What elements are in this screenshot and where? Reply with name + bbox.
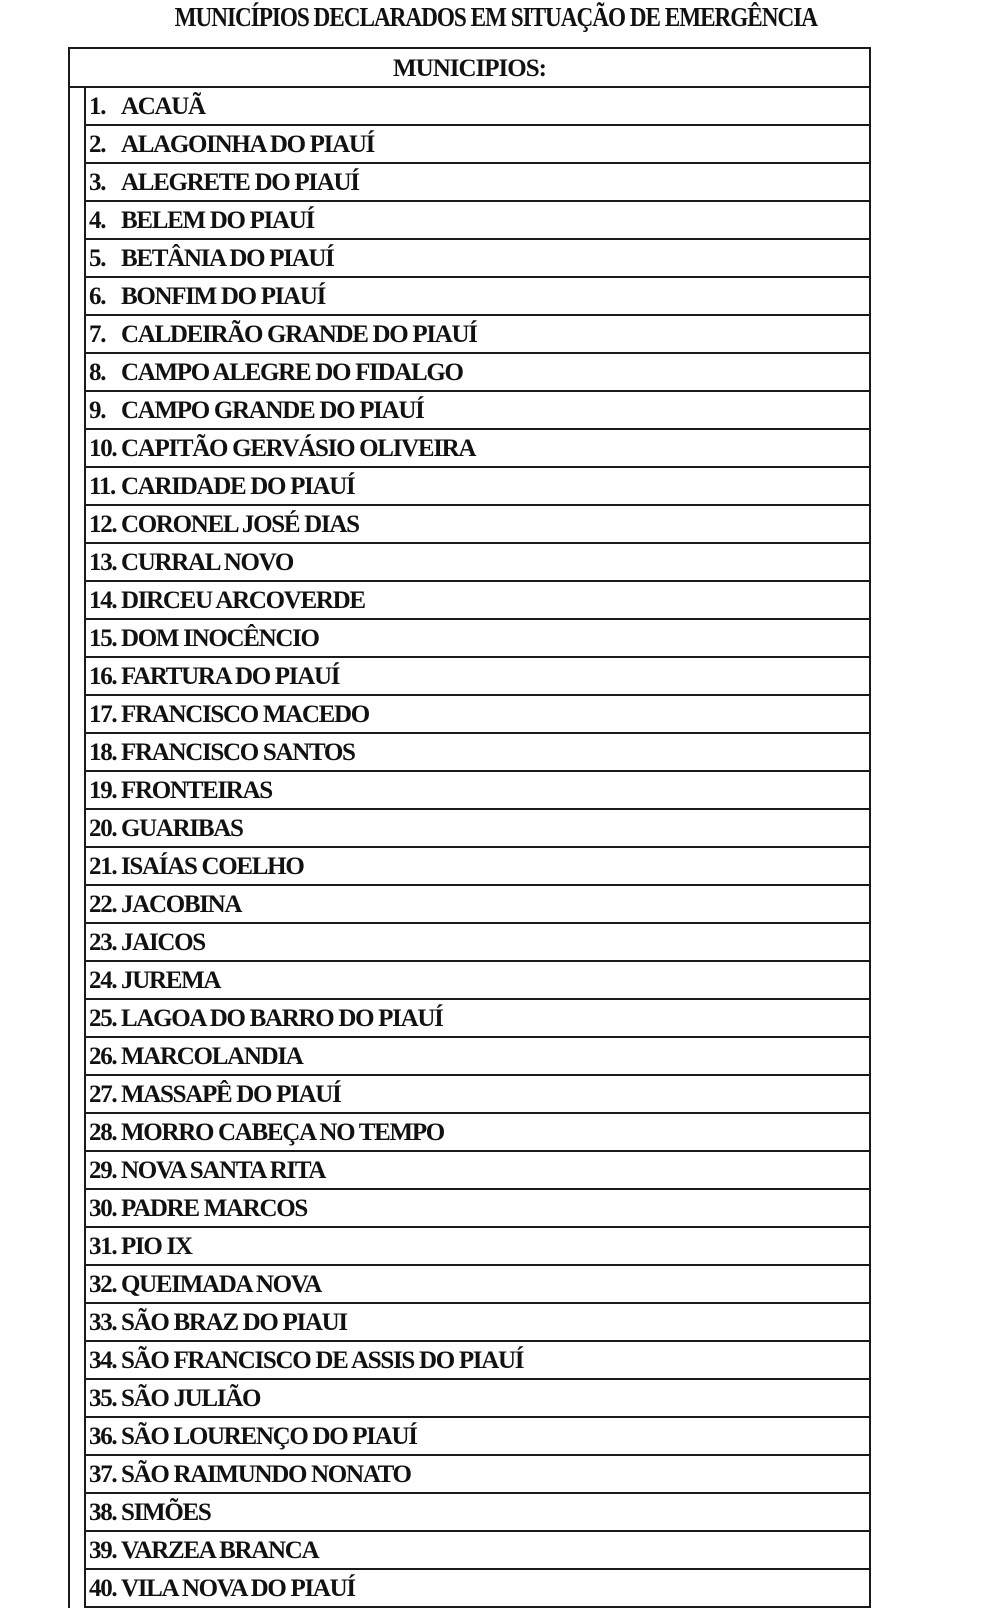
table-row	[86, 316, 869, 354]
municipality-name: DOM INOCÊNCIO	[121, 624, 319, 652]
municipality-name: GUARIBAS	[121, 814, 243, 842]
row-number: 26.	[89, 1042, 117, 1070]
row-number: 15.	[89, 624, 117, 652]
row-number: 21.	[89, 852, 117, 880]
table-row	[86, 886, 869, 924]
municipality-name: JAICOS	[121, 928, 205, 956]
table-row	[86, 88, 869, 126]
row-number: 39.	[89, 1536, 117, 1564]
row-number: 37.	[89, 1460, 117, 1488]
municipality-name: JACOBINA	[121, 890, 242, 918]
municipality-name: LAGOA DO BARRO DO PIAUÍ	[121, 1004, 443, 1032]
row-number: 38.	[89, 1498, 117, 1526]
municipality-name: QUEIMADA NOVA	[121, 1270, 322, 1298]
municipality-name: PIO IX	[121, 1232, 192, 1260]
municipality-name: FRONTEIRAS	[121, 776, 272, 804]
municipality-name: FRANCISCO MACEDO	[121, 700, 369, 728]
table-row	[86, 582, 869, 620]
municipalities-table	[68, 47, 871, 1608]
municipality-name: ACAUÃ	[121, 92, 205, 120]
row-number: 24.	[89, 966, 117, 994]
row-number: 14.	[89, 586, 117, 614]
municipality-name: CORONEL JOSÉ DIAS	[121, 510, 359, 538]
municipality-name: ALEGRETE DO PIAUÍ	[121, 168, 359, 196]
municipality-name: MORRO CABEÇA NO TEMPO	[121, 1118, 444, 1146]
table-row	[86, 1532, 869, 1570]
table-row	[86, 430, 869, 468]
row-number: 34.	[89, 1346, 117, 1374]
municipality-name: VARZEA BRANCA	[121, 1536, 319, 1564]
row-number: 4.	[89, 206, 106, 234]
municipality-name: SÃO LOURENÇO DO PIAUÍ	[121, 1422, 417, 1450]
municipality-name: BELEM DO PIAUÍ	[121, 206, 314, 234]
row-number: 11.	[89, 472, 115, 500]
table-row	[86, 240, 869, 278]
page-title: MUNICÍPIOS DECLARADOS EM SITUAÇÃO DE EMERGÊNCIA	[174, 2, 817, 32]
municipality-name: FARTURA DO PIAUÍ	[121, 662, 340, 690]
table-row	[86, 1152, 869, 1190]
row-number: 33.	[89, 1308, 117, 1336]
table-row	[86, 696, 869, 734]
row-number: 30.	[89, 1194, 117, 1222]
table-row	[86, 202, 869, 240]
row-number: 13.	[89, 548, 117, 576]
municipality-name: CAPITÃO GERVÁSIO OLIVEIRA	[121, 434, 476, 462]
row-number: 20.	[89, 814, 117, 842]
municipality-name: BETÂNIA DO PIAUÍ	[121, 244, 334, 272]
table-row	[86, 1304, 869, 1342]
municipality-name: CALDEIRÃO GRANDE DO PIAUÍ	[121, 320, 477, 348]
table-row	[86, 962, 869, 1000]
municipality-name: SÃO BRAZ DO PIAUI	[121, 1308, 347, 1336]
row-number: 23.	[89, 928, 117, 956]
row-number: 22.	[89, 890, 117, 918]
row-number: 5.	[89, 244, 106, 272]
row-number: 12.	[89, 510, 117, 538]
table-row	[86, 1228, 869, 1266]
municipality-name: SIMÕES	[121, 1498, 211, 1526]
row-number: 36.	[89, 1422, 117, 1450]
row-number: 18.	[89, 738, 117, 766]
table-row	[86, 810, 869, 848]
table-row	[86, 126, 869, 164]
table-row	[86, 848, 869, 886]
row-number: 1.	[89, 92, 106, 120]
table-row	[86, 1266, 869, 1304]
row-number: 19.	[89, 776, 117, 804]
table-row	[86, 1076, 869, 1114]
row-number: 6.	[89, 282, 106, 310]
table-header: MUNICIPIOS:	[70, 49, 869, 88]
row-number: 10.	[89, 434, 117, 462]
table-body	[84, 88, 869, 1608]
municipality-name: MASSAPÊ DO PIAUÍ	[121, 1080, 341, 1108]
municipality-name: PADRE MARCOS	[121, 1194, 308, 1222]
row-number: 31.	[89, 1232, 117, 1260]
row-number: 40.	[89, 1574, 117, 1602]
municipality-name: ISAÍAS COELHO	[121, 852, 304, 880]
table-row	[86, 164, 869, 202]
row-number: 16.	[89, 662, 117, 690]
table-row	[86, 1114, 869, 1152]
municipality-name: CAMPO GRANDE DO PIAUÍ	[121, 396, 424, 424]
table-row	[86, 1380, 869, 1418]
table-row	[86, 1570, 869, 1608]
municipality-name: CAMPO ALEGRE DO FIDALGO	[121, 358, 463, 386]
table-row	[86, 506, 869, 544]
table-row	[86, 1038, 869, 1076]
municipality-name: VILA NOVA DO PIAUÍ	[121, 1574, 355, 1602]
row-number: 28.	[89, 1118, 117, 1146]
table-row	[86, 924, 869, 962]
municipality-name: BONFIM DO PIAUÍ	[121, 282, 326, 310]
table-row	[86, 392, 869, 430]
row-number: 2.	[89, 130, 106, 158]
table-row	[86, 620, 869, 658]
table-row	[86, 1418, 869, 1456]
table-row	[86, 658, 869, 696]
table-row	[86, 1456, 869, 1494]
row-number: 27.	[89, 1080, 117, 1108]
row-number: 9.	[89, 396, 106, 424]
municipality-name: JUREMA	[121, 966, 221, 994]
municipality-name: NOVA SANTA RITA	[121, 1156, 326, 1184]
table-row	[86, 468, 869, 506]
municipality-name: DIRCEU ARCOVERDE	[121, 586, 365, 614]
table-row	[86, 1190, 869, 1228]
table-row	[86, 1000, 869, 1038]
row-number: 32.	[89, 1270, 117, 1298]
municipality-name: CARIDADE DO PIAUÍ	[121, 472, 355, 500]
row-number: 8.	[89, 358, 106, 386]
municipality-name: SÃO FRANCISCO DE ASSIS DO PIAUÍ	[121, 1346, 524, 1374]
row-number: 29.	[89, 1156, 117, 1184]
table-row	[86, 544, 869, 582]
municipality-name: ALAGOINHA DO PIAUÍ	[121, 130, 375, 158]
municipality-name: FRANCISCO SANTOS	[121, 738, 355, 766]
table-row	[86, 1494, 869, 1532]
municipality-name: SÃO RAIMUNDO NONATO	[121, 1460, 411, 1488]
municipality-name: MARCOLANDIA	[121, 1042, 303, 1070]
table-row	[86, 772, 869, 810]
table-row	[86, 1342, 869, 1380]
table-row	[86, 354, 869, 392]
row-number: 17.	[89, 700, 117, 728]
municipality-name: CURRAL NOVO	[121, 548, 294, 576]
row-number: 25.	[89, 1004, 117, 1032]
municipality-name: SÃO JULIÃO	[121, 1384, 261, 1412]
row-number: 35.	[89, 1384, 117, 1412]
row-number: 3.	[89, 168, 106, 196]
table-row	[86, 734, 869, 772]
row-number: 7.	[89, 320, 106, 348]
table-row	[86, 278, 869, 316]
